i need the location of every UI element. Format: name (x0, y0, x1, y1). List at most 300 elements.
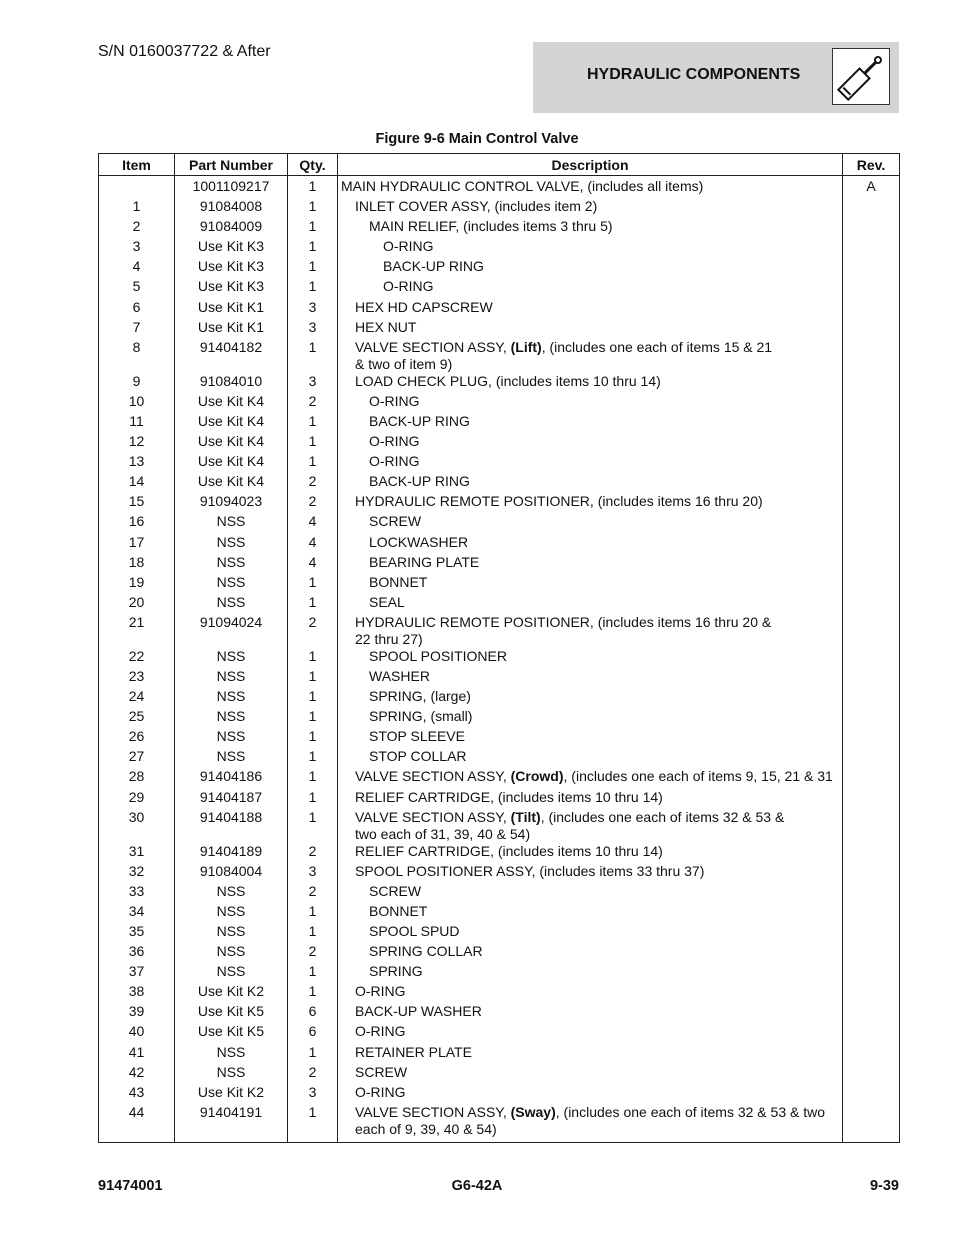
qty-cell: 1 (288, 1044, 338, 1064)
part-number-cell: Use Kit K2 (175, 983, 288, 1003)
description-line (341, 278, 842, 295)
part-number-cell: NSS (175, 688, 288, 708)
description-text: BACK-UP RING (369, 412, 470, 429)
item-cell: 14 (99, 473, 175, 493)
table-row (99, 413, 900, 433)
table-row (99, 218, 900, 238)
rev-cell (843, 668, 900, 688)
description-text: RETAINER PLATE (355, 1043, 472, 1060)
table-row (99, 1003, 900, 1023)
part-number-cell: Use Kit K4 (175, 413, 288, 433)
table-row (99, 513, 900, 533)
part-number-cell: NSS (175, 1064, 288, 1084)
description-text: HYDRAULIC REMOTE POSITIONER, (includes items 16 thru 20) (355, 493, 763, 510)
description-cell (338, 513, 843, 533)
column-header-rev: Rev. (843, 154, 900, 176)
item-cell: 4 (99, 258, 175, 278)
item-cell: 9 (99, 373, 175, 393)
qty-cell: 1 (288, 453, 338, 473)
part-number-cell: NSS (175, 728, 288, 748)
rev-cell (843, 238, 900, 258)
description-line (341, 809, 842, 826)
description-cell (338, 198, 843, 218)
item-cell: 5 (99, 278, 175, 298)
qty-cell: 1 (288, 258, 338, 278)
qty-cell: 1 (288, 1104, 338, 1143)
description-line (341, 648, 842, 665)
table-row (99, 1104, 900, 1143)
qty-cell: 1 (288, 748, 338, 768)
description-line (341, 393, 842, 410)
rev-cell (843, 843, 900, 863)
qty-cell: 1 (288, 238, 338, 258)
item-cell: 19 (99, 574, 175, 594)
description-text: O-RING (383, 278, 434, 295)
table-row (99, 768, 900, 788)
item-cell: 18 (99, 554, 175, 574)
description-text: SPOOL SPUD (369, 923, 460, 939)
description-cell (338, 809, 843, 843)
item-cell: 7 (99, 319, 175, 339)
qty-cell: 2 (288, 1064, 338, 1084)
description-text: , (includes one each of items 32 & 53 & (540, 808, 785, 825)
description-cell (338, 983, 843, 1003)
description-line (341, 768, 842, 785)
rev-cell (843, 393, 900, 413)
description-line (341, 594, 842, 611)
part-number-cell: 91404191 (175, 1104, 288, 1143)
table-header-row (99, 154, 900, 176)
table-row (99, 574, 900, 594)
description-cell (338, 238, 843, 258)
description-cell (338, 176, 843, 199)
table-row (99, 1023, 900, 1043)
qty-cell: 1 (288, 218, 338, 238)
description-line (341, 534, 842, 551)
description-cell (338, 258, 843, 278)
description-line (341, 983, 842, 1000)
column-header-part-number: Part Number (175, 154, 288, 176)
table-row (99, 843, 900, 863)
qty-cell: 1 (288, 278, 338, 298)
description-text: VALVE SECTION ASSY, (355, 1103, 511, 1120)
description-line (341, 943, 842, 960)
description-cell (338, 218, 843, 238)
rev-cell (843, 1044, 900, 1064)
part-number-cell: 91084009 (175, 218, 288, 238)
item-cell: 30 (99, 809, 175, 843)
description-text: O-RING (383, 238, 434, 255)
rev-cell (843, 339, 900, 373)
rev-cell (843, 648, 900, 668)
description-text: SEAL (369, 593, 405, 610)
description-cell (338, 1044, 843, 1064)
description-cell (338, 473, 843, 493)
table-row (99, 453, 900, 473)
rev-cell (843, 863, 900, 883)
description-emphasis: (Tilt) (510, 808, 541, 825)
description-line (341, 1084, 842, 1101)
description-line (341, 513, 842, 530)
item-cell: 13 (99, 453, 175, 473)
description-text: LOAD CHECK PLUG, (includes items 10 thru 14) (355, 372, 661, 389)
qty-cell: 4 (288, 513, 338, 533)
section-header (533, 42, 899, 113)
part-number-cell: Use Kit K3 (175, 238, 288, 258)
part-number-cell: 91084004 (175, 863, 288, 883)
part-number-cell: NSS (175, 574, 288, 594)
item-cell: 2 (99, 218, 175, 238)
description-text: 22 thru 27) (355, 630, 423, 647)
part-number-cell: 91084008 (175, 198, 288, 218)
description-cell (338, 339, 843, 373)
rev-cell (843, 809, 900, 843)
description-text: VALVE SECTION ASSY, (355, 338, 511, 355)
rev-cell (843, 1023, 900, 1043)
description-cell (338, 923, 843, 943)
description-text: O-RING (355, 983, 406, 1000)
description-line (341, 1064, 842, 1081)
table-row (99, 238, 900, 258)
description-line (341, 319, 842, 336)
item-cell: 11 (99, 413, 175, 433)
rev-cell (843, 883, 900, 903)
item-cell (99, 176, 175, 199)
item-cell: 36 (99, 943, 175, 963)
qty-cell: 6 (288, 1003, 338, 1023)
description-cell (338, 453, 843, 473)
part-number-cell: NSS (175, 594, 288, 614)
description-line (341, 708, 842, 725)
part-number-cell: 91404188 (175, 809, 288, 843)
description-cell (338, 534, 843, 554)
qty-cell: 1 (288, 903, 338, 923)
description-text: O-RING (355, 1083, 406, 1100)
qty-cell: 1 (288, 339, 338, 373)
part-number-cell: NSS (175, 903, 288, 923)
description-text: HYDRAULIC REMOTE POSITIONER, (includes items 16 thru 20 & (355, 613, 772, 630)
qty-cell: 1 (288, 413, 338, 433)
part-number-cell: Use Kit K4 (175, 453, 288, 473)
description-line (341, 826, 842, 843)
part-number-cell: Use Kit K4 (175, 393, 288, 413)
qty-cell: 3 (288, 1084, 338, 1104)
item-cell: 17 (99, 534, 175, 554)
qty-cell: 3 (288, 319, 338, 339)
item-cell: 40 (99, 1023, 175, 1043)
serial-number: S/N 0160037722 & After (98, 43, 271, 60)
part-number-cell: NSS (175, 963, 288, 983)
item-cell: 20 (99, 594, 175, 614)
description-text: RELIEF CARTRIDGE, (includes items 10 thru 14) (355, 842, 663, 859)
description-line (341, 554, 842, 571)
description-line (341, 631, 842, 648)
part-number-cell: Use Kit K2 (175, 1084, 288, 1104)
description-text: , (includes one each of items 9, 15, 21 & 31 (563, 768, 833, 785)
description-cell (338, 748, 843, 768)
description-cell (338, 413, 843, 433)
item-cell: 15 (99, 493, 175, 513)
description-text: BEARING PLATE (369, 553, 480, 570)
table-row (99, 923, 900, 943)
description-line (341, 1044, 842, 1061)
item-cell: 34 (99, 903, 175, 923)
qty-cell: 1 (288, 963, 338, 983)
part-number-cell: 91404182 (175, 339, 288, 373)
description-cell (338, 708, 843, 728)
rev-cell (843, 413, 900, 433)
part-number-cell: Use Kit K1 (175, 299, 288, 319)
description-cell (338, 574, 843, 594)
description-text: & two of item 9) (355, 355, 453, 372)
qty-cell: 1 (288, 768, 338, 788)
rev-cell (843, 614, 900, 648)
table-row (99, 983, 900, 1003)
description-cell (338, 614, 843, 648)
description-line (341, 574, 842, 591)
rev-cell (843, 708, 900, 728)
description-line (341, 299, 842, 316)
part-number-cell: NSS (175, 1044, 288, 1064)
description-line (341, 843, 842, 860)
description-cell (338, 433, 843, 453)
description-text: SPRING (369, 963, 423, 980)
description-text: O-RING (369, 433, 420, 450)
hydraulic-cylinder-icon (832, 48, 890, 105)
description-line (341, 178, 842, 195)
table-row (99, 748, 900, 768)
part-number-cell: Use Kit K3 (175, 258, 288, 278)
item-cell: 10 (99, 393, 175, 413)
rev-cell (843, 1084, 900, 1104)
table-row (99, 473, 900, 493)
rev-cell (843, 983, 900, 1003)
description-line (341, 198, 842, 215)
qty-cell: 1 (288, 668, 338, 688)
description-text: LOCKWASHER (369, 533, 469, 550)
rev-cell (843, 373, 900, 393)
item-cell: 41 (99, 1044, 175, 1064)
table-row (99, 278, 900, 298)
description-text: SPRING, (large) (369, 688, 471, 705)
table-row (99, 809, 900, 843)
table-row (99, 393, 900, 413)
table-row (99, 373, 900, 393)
description-text: STOP COLLAR (369, 748, 467, 765)
qty-cell: 3 (288, 299, 338, 319)
item-cell: 37 (99, 963, 175, 983)
rev-cell (843, 688, 900, 708)
part-number-cell: NSS (175, 648, 288, 668)
part-number-cell: Use Kit K4 (175, 433, 288, 453)
description-text: SPRING COLLAR (369, 943, 483, 960)
description-cell (338, 843, 843, 863)
footer-page-number: 9-39 (869, 1178, 899, 1194)
item-cell: 26 (99, 728, 175, 748)
part-number-cell: Use Kit K1 (175, 319, 288, 339)
description-line (341, 1121, 842, 1138)
parts-table (98, 153, 900, 1143)
part-number-cell: NSS (175, 534, 288, 554)
item-cell: 29 (99, 789, 175, 809)
item-cell: 35 (99, 923, 175, 943)
description-cell (338, 789, 843, 809)
footer-model: G6-42A (451, 1178, 503, 1194)
item-cell: 33 (99, 883, 175, 903)
rev-cell (843, 903, 900, 923)
description-text: SCREW (369, 513, 422, 530)
table-row (99, 883, 900, 903)
description-line (341, 668, 842, 685)
qty-cell: 1 (288, 809, 338, 843)
part-number-cell: 91404187 (175, 789, 288, 809)
table-row (99, 728, 900, 748)
qty-cell: 2 (288, 883, 338, 903)
description-line (341, 1003, 842, 1020)
part-number-cell: NSS (175, 554, 288, 574)
description-emphasis: (Lift) (510, 338, 542, 355)
description-text: SPOOL POSITIONER (369, 647, 507, 664)
qty-cell: 4 (288, 554, 338, 574)
description-text: BACK-UP RING (369, 473, 470, 490)
part-number-cell: 91084010 (175, 373, 288, 393)
item-cell: 43 (99, 1084, 175, 1104)
qty-cell: 1 (288, 923, 338, 943)
part-number-cell: 1001109217 (175, 176, 288, 199)
qty-cell: 2 (288, 843, 338, 863)
table-row (99, 963, 900, 983)
part-number-cell: NSS (175, 943, 288, 963)
table-row (99, 493, 900, 513)
part-number-cell: 91094024 (175, 614, 288, 648)
description-cell (338, 1084, 843, 1104)
rev-cell (843, 218, 900, 238)
description-line (341, 1104, 842, 1121)
description-cell (338, 1104, 843, 1143)
description-cell (338, 903, 843, 923)
rev-cell (843, 258, 900, 278)
qty-cell: 1 (288, 789, 338, 809)
description-text: MAIN HYDRAULIC CONTROL VALVE, (includes all items) (341, 178, 704, 194)
description-text: STOP SLEEVE (369, 728, 465, 745)
qty-cell: 2 (288, 943, 338, 963)
table-row (99, 319, 900, 339)
part-number-cell: Use Kit K3 (175, 278, 288, 298)
description-cell (338, 278, 843, 298)
part-number-cell: NSS (175, 668, 288, 688)
qty-cell: 1 (288, 433, 338, 453)
description-cell (338, 883, 843, 903)
item-cell: 21 (99, 614, 175, 648)
description-line (341, 413, 842, 430)
description-text: INLET COVER ASSY, (includes item 2) (355, 198, 598, 215)
item-cell: 39 (99, 1003, 175, 1023)
description-text: O-RING (355, 1023, 406, 1040)
description-line (341, 863, 842, 880)
description-line (341, 356, 842, 373)
table-row (99, 339, 900, 373)
qty-cell: 1 (288, 983, 338, 1003)
table-row (99, 258, 900, 278)
item-cell: 44 (99, 1104, 175, 1143)
table-row (99, 1064, 900, 1084)
table-row (99, 648, 900, 668)
column-header-description: Description (338, 154, 843, 176)
item-cell: 42 (99, 1064, 175, 1084)
description-text: , (includes one each of items 32 & 53 & two (555, 1103, 826, 1120)
figure-title: Figure 9-6 Main Control Valve (375, 131, 579, 147)
item-cell: 12 (99, 433, 175, 453)
part-number-cell: NSS (175, 513, 288, 533)
description-line (341, 1023, 842, 1040)
description-line (341, 748, 842, 765)
section-title: HYDRAULIC COMPONENTS (587, 66, 801, 83)
rev-cell (843, 1003, 900, 1023)
part-number-cell: 91404186 (175, 768, 288, 788)
description-cell (338, 648, 843, 668)
qty-cell: 1 (288, 574, 338, 594)
qty-cell: 2 (288, 614, 338, 648)
qty-cell: 1 (288, 198, 338, 218)
qty-cell: 1 (288, 594, 338, 614)
description-line (341, 688, 842, 705)
rev-cell (843, 963, 900, 983)
qty-cell: 3 (288, 863, 338, 883)
rev-cell (843, 728, 900, 748)
description-text: RELIEF CARTRIDGE, (includes items 10 thru 14) (355, 788, 663, 805)
table-row (99, 299, 900, 319)
description-text: SCREW (369, 882, 422, 899)
item-cell: 38 (99, 983, 175, 1003)
rev-cell (843, 534, 900, 554)
description-line (341, 903, 842, 920)
description-text: BACK-UP WASHER (355, 1003, 482, 1020)
rev-cell (843, 319, 900, 339)
rev-cell (843, 513, 900, 533)
description-line (341, 373, 842, 390)
rev-cell (843, 1104, 900, 1143)
description-text: HEX NUT (355, 318, 417, 335)
column-header-item: Item (99, 154, 175, 176)
description-text: BONNET (369, 573, 428, 590)
description-cell (338, 768, 843, 788)
description-cell (338, 319, 843, 339)
table-row (99, 1084, 900, 1104)
description-cell (338, 943, 843, 963)
description-line (341, 238, 842, 255)
qty-cell: 2 (288, 493, 338, 513)
table-row (99, 789, 900, 809)
description-line (341, 883, 842, 900)
part-number-cell: NSS (175, 708, 288, 728)
description-text: each of 9, 39, 40 & 54) (355, 1120, 497, 1137)
rev-cell (843, 943, 900, 963)
part-number-cell: NSS (175, 748, 288, 768)
table-row (99, 708, 900, 728)
qty-cell: 4 (288, 534, 338, 554)
description-cell (338, 668, 843, 688)
part-number-cell: 91094023 (175, 493, 288, 513)
description-line (341, 473, 842, 490)
parts-table-body (99, 176, 900, 1143)
rev-cell (843, 433, 900, 453)
item-cell: 23 (99, 668, 175, 688)
part-number-cell: Use Kit K5 (175, 1003, 288, 1023)
description-line (341, 258, 842, 275)
part-number-cell: NSS (175, 883, 288, 903)
description-cell (338, 554, 843, 574)
item-cell: 1 (99, 198, 175, 218)
